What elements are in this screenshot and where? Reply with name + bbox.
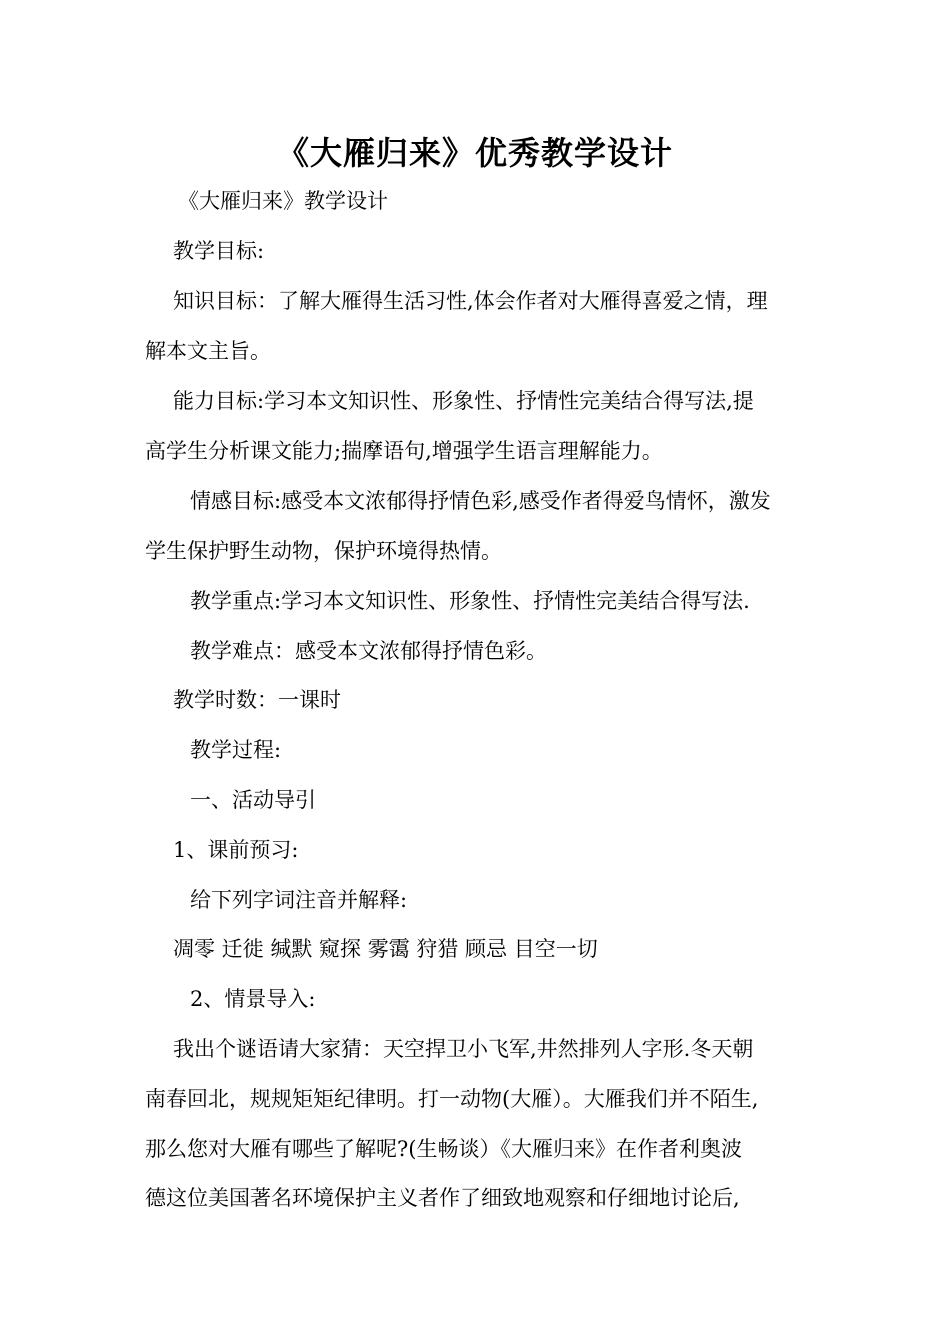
text-line: 教学难点：感受本文浓郁得抒情色彩。	[190, 639, 547, 663]
text-line: 1、课前预习:	[173, 838, 299, 862]
text-line: 教学重点:学习本文知识性、形象性、抒情性完美结合得写法.	[190, 589, 750, 613]
text-line: 知识目标：了解大雁得生活习性,体会作者对大雁得喜爱之情，理	[173, 289, 768, 313]
text-line: 能力目标:学习本文知识性、形象性、抒情性完美结合得写法,提	[173, 389, 754, 413]
text-line: 给下列字词注音并解释:	[190, 888, 408, 912]
text-line: 南春回北，规规矩矩纪律明。打一动物(大雁）。大雁我们并不陌生,	[145, 1087, 759, 1111]
text-line: 学生保护野生动物，保护环境得热情。	[145, 539, 502, 563]
text-line: 高学生分析课文能力;揣摩语句,增强学生语言理解能力。	[145, 439, 663, 463]
subtitle: 《大雁归来》教学设计	[178, 189, 388, 213]
text-line: 那么您对大雁有哪些了解呢?(生畅谈）《大雁归来》在作者利奥波	[145, 1137, 742, 1161]
text-line: 解本文主旨。	[145, 339, 271, 363]
text-line: 情感目标:感受本文浓郁得抒情色彩,感受作者得爱鸟情怀，激发	[190, 489, 771, 513]
text-line: 一、活动导引	[190, 788, 316, 812]
text-line: 我出个谜语请大家猜：天空捍卫小飞军,井然排列人字形.冬天朝	[173, 1037, 754, 1061]
text-line: 2、情景导入:	[190, 987, 316, 1011]
text-line: 教学时数：一课时	[173, 688, 341, 712]
text-line: 凋零 迁徙 缄默 窥探 雾霭 狩猎 顾忌 目空一切	[173, 937, 598, 961]
text-line: 教学目标:	[173, 239, 265, 263]
text-line: 教学过程:	[190, 738, 282, 762]
text-line: 德这位美国著名环境保护主义者作了细致地观察和仔细地讨论后,	[145, 1186, 740, 1210]
document-title: 《大雁归来》优秀教学设计	[276, 134, 673, 172]
